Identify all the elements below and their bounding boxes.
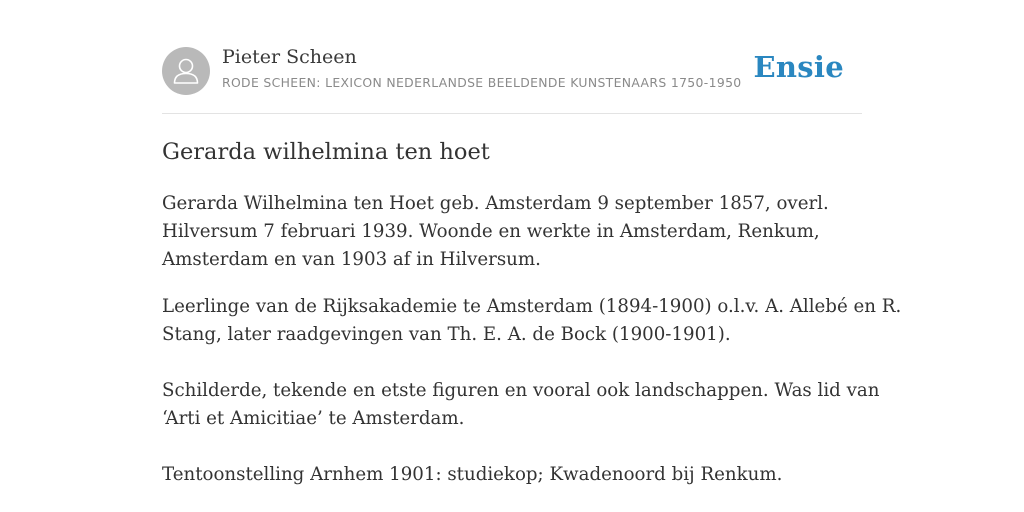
article-title: Gerarda wilhelmina ten hoet <box>162 139 490 165</box>
ensie-logo[interactable]: Ensie <box>753 50 844 84</box>
source-label[interactable]: RODE SCHEEN: LEXICON NEDERLANDSE BEELDENDE KUNSTENAARS 1750-1950 <box>222 75 742 90</box>
paragraph-line: Leerlinge van de Rijksakademie te Amsterdam (1894-1900) o.l.v. A. Allebé en R. <box>162 296 902 317</box>
article-header <box>162 45 862 97</box>
paragraph-line: ‘Arti et Amicitiae’ te Amsterdam. <box>162 408 465 429</box>
paragraph-line: Amsterdam en van 1903 af in Hilversum. <box>162 249 541 270</box>
author-name[interactable]: Pieter Scheen <box>222 46 357 68</box>
paragraph-line: Gerarda Wilhelmina ten Hoet geb. Amsterdam 9 september 1857, overl. <box>162 193 829 214</box>
user-silhouette-icon <box>162 47 210 95</box>
article-paragraph <box>162 190 862 274</box>
article-paragraph <box>162 461 862 489</box>
author-avatar[interactable] <box>162 47 210 95</box>
article-paragraph <box>162 377 880 433</box>
article-paragraph <box>162 293 902 349</box>
paragraph-line: Schilderde, tekende en etste figuren en vooral ook landschappen. Was lid van <box>162 380 880 401</box>
paragraph-line: Hilversum 7 februari 1939. Woonde en werkte in Amsterdam, Renkum, <box>162 221 820 242</box>
article-card <box>162 0 902 512</box>
header-divider <box>162 113 862 114</box>
paragraph-line: Tentoonstelling Arnhem 1901: studiekop; Kwadenoord bij Renkum. <box>162 464 783 485</box>
paragraph-line: Stang, later raadgevingen van Th. E. A. de Bock (1900-1901). <box>162 324 731 345</box>
